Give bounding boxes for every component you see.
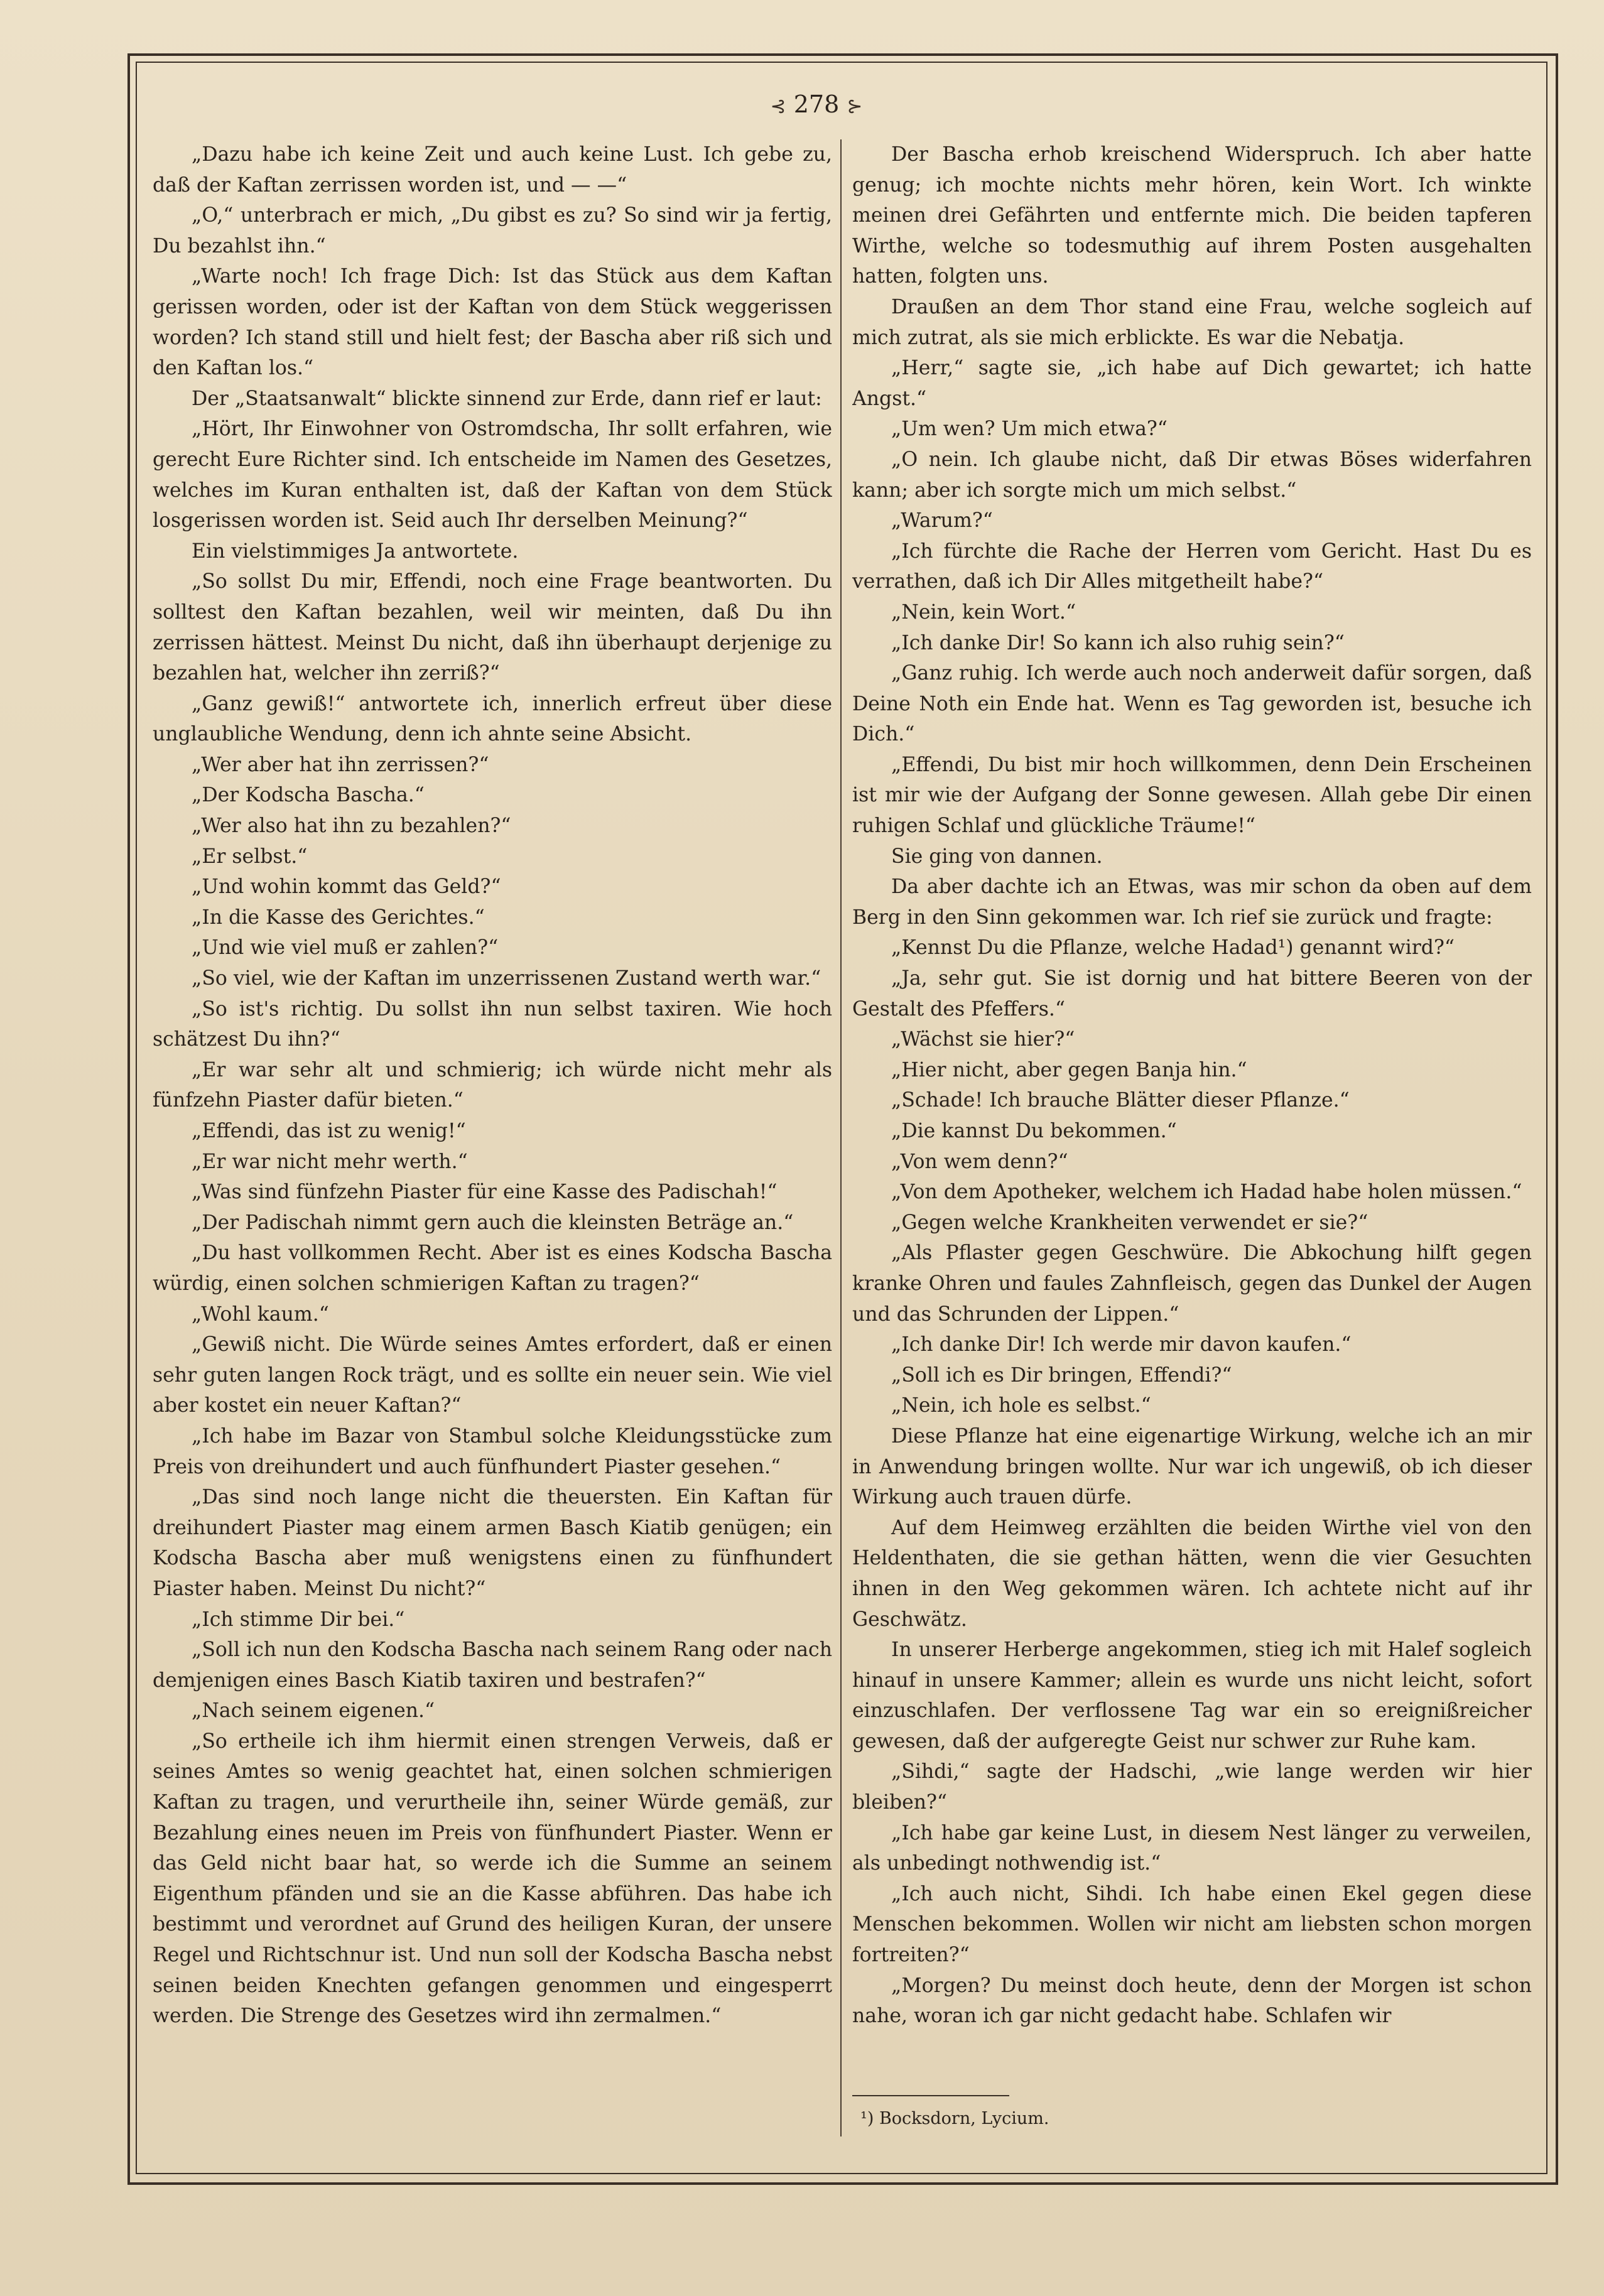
- paragraph: „Ich habe im Bazar von Stambul solche Kleidungsstücke zum Preis von dreihundert und auch fünfhundert Piaster gesehen.“: [153, 1424, 832, 1478]
- paragraph: „Ich danke Dir! Ich werde mir davon kaufen.“: [891, 1333, 1352, 1356]
- paragraph: Ein vielstimmiges Ja antwortete.: [192, 539, 519, 563]
- paragraph: „Nein, kein Wort.“: [891, 600, 1076, 624]
- paragraph: „Effendi, das ist zu wenig!“: [192, 1120, 466, 1142]
- page-number: 278: [793, 90, 840, 118]
- paragraph: „So ertheile ich ihm hiermit einen strengen Verweis, daß er seines Amtes so wenig geachtet hat, einen solchen schmierigen Kaftan zu tragen, und verurtheile ihn, seiner Würde gemäß, zur Bezahlung eines neuen im Preis von fünfhundert Piaster. Wenn er das Geld nicht baar hat, so werde ich die Summe an seinem Eigenthum pfänden und sie an die Kasse abführen. Das habe ich bestimmt und verordnet auf Grund des heiligen Kuran, der unsere Regel und Richtschnur ist. Und nun soll der Kodscha Bascha nebst seinen beiden Knechten gefangen genommen und eingesperrt werden. Die Strenge des Gesetzes wird ihn zermalmen.“: [153, 1730, 832, 2028]
- paragraph: „O,“ unterbrach er mich, „Du gibst es zu? So sind wir ja fertig, Du bezahlst ihn.“: [153, 204, 832, 257]
- paragraph: „Und wohin kommt das Geld?“: [192, 875, 501, 899]
- ornament-left: ⊰: [770, 95, 786, 117]
- paragraph: „Das sind noch lange nicht die theuersten. Ein Kaftan für dreihundert Piaster mag einem armen Basch Kiatib genügen; ein Kodscha Bascha aber muß wenigstens einen zu fünfhundert Piaster haben. Meinst Du nicht?“: [153, 1486, 832, 1600]
- paragraph: „Ich habe gar keine Lust, in diesem Nest länger zu verweilen, als unbedingt nothwendig ist.“: [852, 1821, 1532, 1875]
- paragraph: „Nein, ich hole es selbst.“: [891, 1394, 1151, 1417]
- paragraph: „Du hast vollkommen Recht. Aber ist es eines Kodscha Bascha würdig, einen solchen schmierigen Kaftan zu tragen?“: [153, 1242, 832, 1295]
- paragraph: „Gewiß nicht. Die Würde seines Amtes erfordert, daß er einen sehr guten langen Rock trägt, und es sollte ein neuer sein. Wie viel aber kostet ein neuer Kaftan?“: [153, 1333, 832, 1417]
- right-column: [852, 139, 1532, 2093]
- paragraph: „So ist's richtig. Du sollst ihn nun selbst taxiren. Wie hoch schätzest Du ihn?“: [153, 997, 832, 1051]
- paragraph: „Wer aber hat ihn zerrissen?“: [192, 753, 489, 776]
- paragraph: Der Bascha erhob kreischend Widerspruch. Ich aber hatte genug; ich mochte nichts mehr hören, kein Wort. Ich winkte meinen drei Gefährten und entfernte mich. Die beiden tapferen Wirthe, welche so todesmuthig auf ihrem Posten ausgehalten hatten, folgten uns.: [852, 143, 1532, 288]
- paragraph: „Ganz gewiß!“ antwortete ich, innerlich erfreut über diese unglaubliche Wendung, denn ich ahnte seine Absicht.: [153, 692, 832, 746]
- paragraph: „Wer also hat ihn zu bezahlen?“: [192, 815, 511, 838]
- paragraph: „Wächst sie hier?“: [891, 1028, 1075, 1051]
- paragraph: „Schade! Ich brauche Blätter dieser Pflanze.“: [891, 1089, 1350, 1112]
- column-divider: [840, 139, 842, 2136]
- footnote-rule: [852, 2095, 1009, 2096]
- paragraph: „In die Kasse des Gerichtes.“: [192, 906, 485, 929]
- paragraph: „Ich fürchte die Rache der Herren vom Gericht. Hast Du es verrathen, daß ich Dir Alles mitgetheilt habe?“: [852, 539, 1532, 593]
- paragraph: „Wohl kaum.“: [192, 1302, 329, 1326]
- paragraph: Der „Staatsanwalt“ blickte sinnend zur Erde, dann rief er laut:: [192, 387, 822, 410]
- paragraph: „Dazu habe ich keine Zeit und auch keine Lust. Ich gebe zu, daß der Kaftan zerrissen worden ist, und — —“: [153, 143, 832, 197]
- paragraph: „Nach seinem eigenen.“: [192, 1699, 435, 1723]
- paragraph: „O nein. Ich glaube nicht, daß Dir etwas Böses widerfahren kann; aber ich sorgte mich um mich selbst.“: [852, 448, 1532, 502]
- paragraph: „Ja, sehr gut. Sie ist dornig und hat bittere Beeren von der Gestalt des Pfeffers.“: [852, 967, 1532, 1021]
- paragraph: „Er selbst.“: [192, 845, 308, 868]
- paragraph: „Als Pflaster gegen Geschwüre. Die Abkochung hilft gegen kranke Ohren und faules Zahnfleisch, gegen das Dunkel der Augen und das Schrunden der Lippen.“: [852, 1242, 1532, 1326]
- paragraph: „Er war sehr alt und schmierig; ich würde nicht mehr als fünfzehn Piaster dafür bieten.“: [153, 1058, 832, 1112]
- paragraph: „Er war nicht mehr werth.“: [192, 1150, 468, 1173]
- paragraph: „Soll ich es Dir bringen, Effendi?“: [891, 1363, 1232, 1387]
- paragraph: „Der Padischah nimmt gern auch die kleinsten Beträge an.“: [192, 1211, 794, 1234]
- paragraph: „Morgen? Du meinst doch heute, denn der Morgen ist schon nahe, woran ich gar nicht gedacht habe. Schlafen wir: [852, 1974, 1532, 2028]
- paragraph: „So sollst Du mir, Effendi, noch eine Frage beantworten. Du solltest den Kaftan bezahlen, weil wir meinten, daß Du ihn zerrissen hättest. Meinst Du nicht, daß ihn überhaupt derjenige zu bezahlen hat, welcher ihn zerriß?“: [153, 570, 832, 685]
- paragraph: „Die kannst Du bekommen.“: [891, 1120, 1177, 1142]
- paragraph: Da aber dachte ich an Etwas, was mir schon da oben auf dem Berg in den Sinn gekommen war. Ich rief sie zurück und fragte:: [852, 875, 1532, 929]
- paragraph: „Kennst Du die Pflanze, welche Hadad¹) genannt wird?“: [891, 936, 1455, 960]
- paragraph: Diese Pflanze hat eine eigenartige Wirkung, welche ich an mir in Anwendung bringen wollte. Nur war ich ungewiß, ob ich dieser Wirkung auch trauen dürfe.: [852, 1424, 1532, 1509]
- paragraph: „Ich danke Dir! So kann ich also ruhig sein?“: [891, 631, 1345, 654]
- paragraph: „Um wen? Um mich etwa?“: [891, 418, 1168, 441]
- page-header: [741, 87, 892, 122]
- paragraph: „Ganz ruhig. Ich werde auch noch anderweit dafür sorgen, daß Deine Noth ein Ende hat. Wenn es Tag geworden ist, besuche ich Dich.“: [852, 662, 1532, 746]
- left-column: [153, 139, 832, 2136]
- paragraph: In unserer Herberge angekommen, stieg ich mit Halef sogleich hinauf in unsere Kammer; allein es wurde uns nicht leicht, sofort einzuschlafen. Der verflossene Tag war ein so ereignißreicher gewesen, daß der aufgeregte Geist nur schwer zur Ruhe kam.: [852, 1638, 1532, 1753]
- paragraph: „So viel, wie der Kaftan im unzerrissenen Zustand werth war.“: [192, 967, 821, 990]
- paragraph: „Gegen welche Krankheiten verwendet er sie?“: [891, 1211, 1368, 1234]
- paragraph: „Und wie viel muß er zahlen?“: [192, 936, 499, 960]
- paragraph: „Von dem Apotheker, welchem ich Hadad habe holen müssen.“: [891, 1181, 1522, 1204]
- paragraph: „Soll ich nun den Kodscha Bascha nach seinem Rang oder nach demjenigen eines Basch Kiatib taxiren und bestrafen?“: [153, 1638, 832, 1692]
- paragraph: Sie ging von dannen.: [891, 845, 1103, 868]
- paragraph: „Was sind fünfzehn Piaster für eine Kasse des Padischah!“: [192, 1181, 778, 1204]
- paragraph: „Sihdi,“ sagte der Hadschi, „wie lange werden wir hier bleiben?“: [852, 1760, 1532, 1814]
- paragraph: „Ich auch nicht, Sihdi. Ich habe einen Ekel gegen diese Menschen bekommen. Wollen wir nicht am liebsten schon morgen fortreiten?“: [852, 1882, 1532, 1967]
- paragraph: „Warum?“: [891, 509, 993, 533]
- ornament-right: ⊱: [847, 95, 863, 117]
- paragraph: Auf dem Heimweg erzählten die beiden Wirthe viel von den Heldenthaten, die sie gethan hätten, wenn die vier Gesuchten ihnen in den Weg gekommen wären. Ich achtete nicht auf ihr Geschwätz.: [852, 1516, 1532, 1631]
- paragraph: „Hört, Ihr Einwohner von Ostromdscha, Ihr sollt erfahren, wie gerecht Eure Richter sind. Ich entscheide im Namen des Gesetzes, welches im Kuran enthalten ist, daß der Kaftan von dem Stück losgerissen worden ist. Seid auch Ihr derselben Meinung?“: [153, 418, 832, 533]
- paragraph: „Von wem denn?“: [891, 1150, 1068, 1173]
- paragraph: „Herr,“ sagte sie, „ich habe auf Dich gewartet; ich hatte Angst.“: [852, 357, 1532, 410]
- paragraph: „Der Kodscha Bascha.“: [192, 784, 425, 807]
- paragraph: Draußen an dem Thor stand eine Frau, welche sogleich auf mich zutrat, als sie mich erblickte. Es war die Nebatja.: [852, 295, 1532, 349]
- paragraph: „Ich stimme Dir bei.“: [192, 1608, 405, 1631]
- paragraph: „Hier nicht, aber gegen Banja hin.“: [891, 1058, 1247, 1081]
- paragraph: „Effendi, Du bist mir hoch willkommen, denn Dein Erscheinen ist mir wie der Aufgang der Sonne gewesen. Allah gebe Dir einen ruhigen Schlaf und glückliche Träume!“: [852, 753, 1532, 838]
- paragraph: „Warte noch! Ich frage Dich: Ist das Stück aus dem Kaftan gerissen worden, oder ist der Kaftan von dem Stück weggerissen worden? Ich stand still und hielt fest; der Bascha aber riß sich und den Kaftan los.“: [153, 265, 832, 380]
- footnote: ¹) Bocksdorn, Lycium.: [860, 2109, 1049, 2128]
